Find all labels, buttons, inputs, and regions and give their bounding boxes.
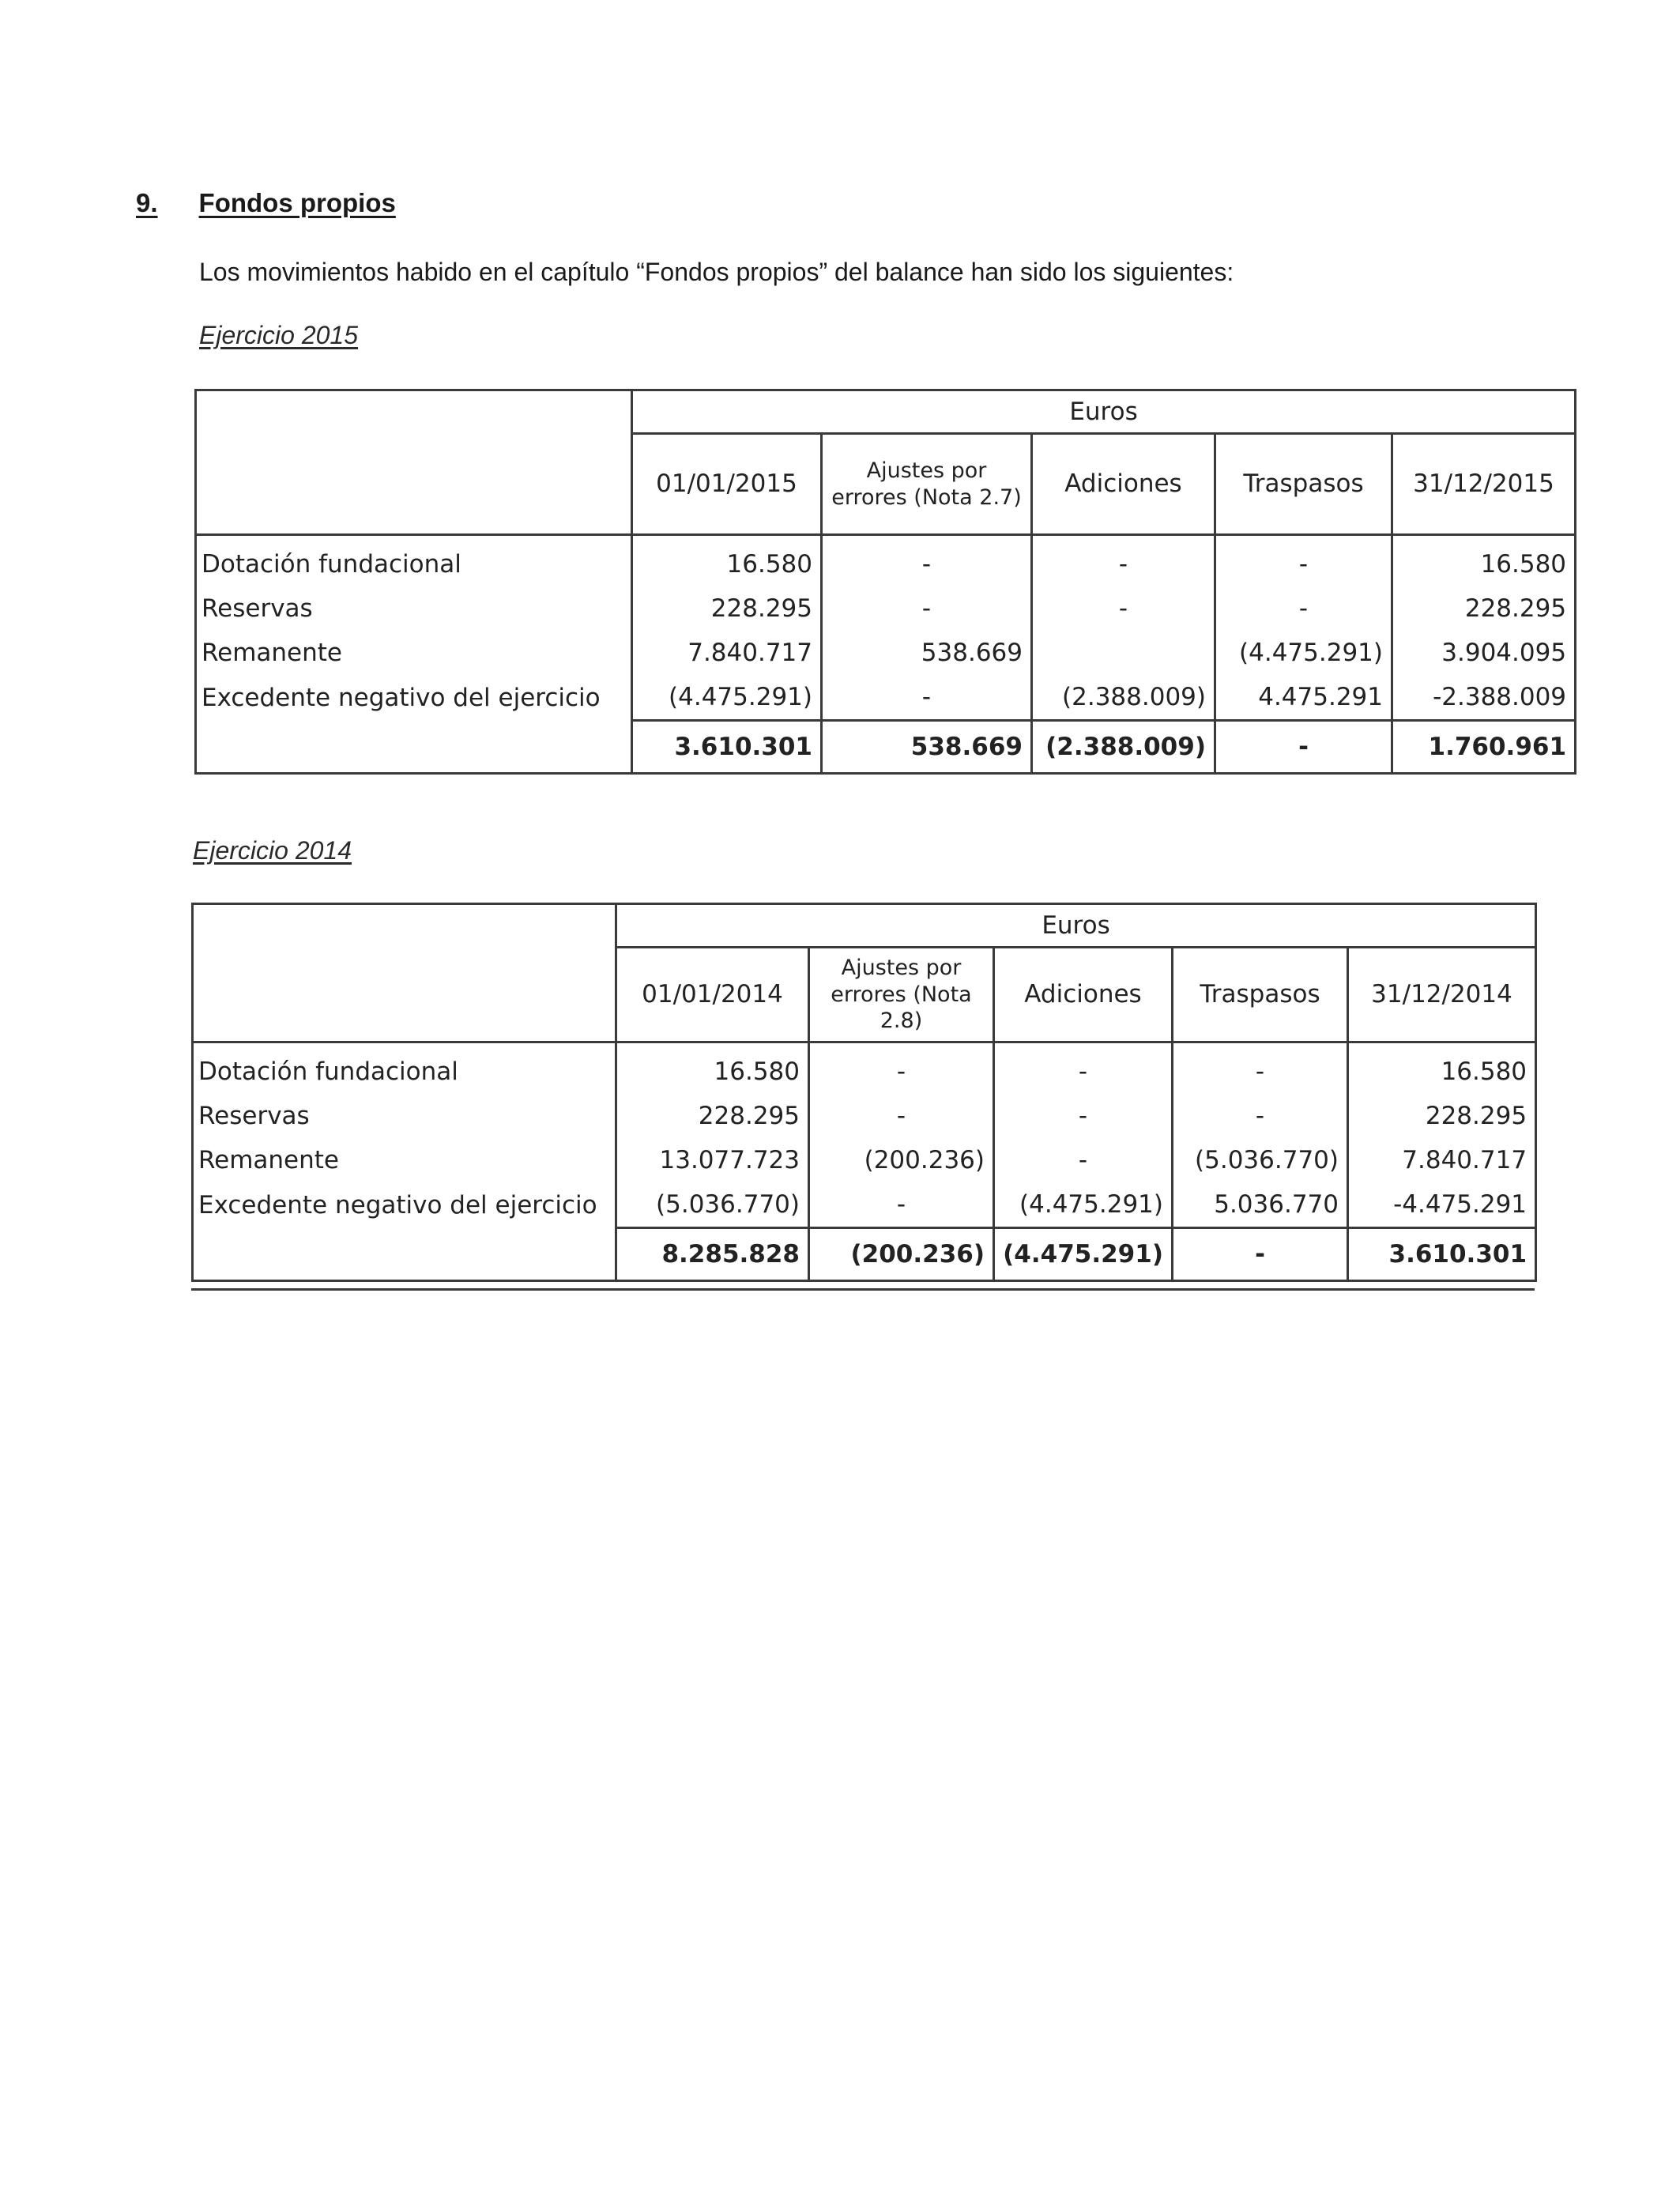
double-rule — [191, 1288, 1535, 1291]
cell-opening: 7.840.717 — [632, 631, 822, 675]
cell-transfers: - — [1215, 586, 1392, 631]
cell-closing: -4.475.291 — [1348, 1182, 1536, 1228]
cell-transfers: 4.475.291 — [1215, 675, 1392, 721]
total-adjustments: (200.236) — [809, 1228, 994, 1281]
totals-label-blank — [196, 721, 632, 774]
table-row — [193, 1138, 1536, 1182]
total-transfers: - — [1215, 721, 1392, 774]
cell-adjustments: (200.236) — [809, 1138, 994, 1182]
table-2015 — [194, 389, 1574, 771]
cell-adjustments: - — [809, 1042, 994, 1095]
col-header-opening: 01/01/2015 — [632, 434, 822, 535]
col-header-additions: Adiciones — [1032, 434, 1215, 535]
cell-opening: 13.077.723 — [616, 1138, 809, 1182]
cell-adjustments: - — [809, 1182, 994, 1228]
cell-additions: - — [1032, 535, 1215, 587]
totals-label-blank — [193, 1228, 616, 1281]
row-label: Reservas — [193, 1094, 616, 1138]
cell-additions — [1032, 631, 1215, 675]
col-header-transfers: Traspasos — [1173, 948, 1348, 1042]
cell-additions: - — [994, 1138, 1173, 1182]
cell-closing: 16.580 — [1348, 1042, 1536, 1095]
group-header-euros: Euros — [616, 904, 1536, 948]
cell-adjustments: - — [822, 586, 1032, 631]
cell-opening: 16.580 — [632, 535, 822, 587]
cell-transfers: 5.036.770 — [1173, 1182, 1348, 1228]
section-title: Fondos propios — [198, 188, 396, 217]
col-header-transfers: Traspasos — [1215, 434, 1392, 535]
cell-transfers: (4.475.291) — [1215, 631, 1392, 675]
cell-adjustments: 538.669 — [822, 631, 1032, 675]
subtitle-2015: Ejercicio 2015 — [199, 321, 358, 349]
table-row — [196, 631, 1576, 675]
col-header-additions: Adiciones — [994, 948, 1173, 1042]
row-label: Dotación fundacional — [196, 535, 632, 587]
section-heading — [136, 188, 396, 218]
total-adjustments: 538.669 — [822, 721, 1032, 774]
table-2014 — [191, 903, 1535, 1282]
cell-opening: 228.295 — [616, 1094, 809, 1138]
total-transfers: - — [1173, 1228, 1348, 1281]
cell-additions: - — [1032, 586, 1215, 631]
cell-closing: -2.388.009 — [1392, 675, 1576, 721]
cell-transfers: (5.036.770) — [1173, 1138, 1348, 1182]
cell-closing: 228.295 — [1348, 1094, 1536, 1138]
cell-adjustments: - — [822, 535, 1032, 587]
equity-movements-table-2015 — [194, 389, 1576, 775]
cell-opening: 228.295 — [632, 586, 822, 631]
col-header-opening: 01/01/2014 — [616, 948, 809, 1042]
total-opening: 8.285.828 — [616, 1228, 809, 1281]
intro-paragraph: Los movimientos habido en el capítulo “Fondos propios” del balance han sido los siguientes: — [199, 258, 1234, 286]
cell-closing: 16.580 — [1392, 535, 1576, 587]
total-additions: (4.475.291) — [994, 1228, 1173, 1281]
totals-row — [193, 1228, 1536, 1281]
header-blank-cell — [193, 904, 616, 1042]
cell-adjustments: - — [822, 675, 1032, 721]
col-header-adjustments: Ajustes por errores (Nota 2.8) — [809, 948, 994, 1042]
cell-additions: (2.388.009) — [1032, 675, 1215, 721]
table-row — [193, 1094, 1536, 1138]
col-header-closing: 31/12/2014 — [1348, 948, 1536, 1042]
cell-closing: 3.904.095 — [1392, 631, 1576, 675]
cell-adjustments: - — [809, 1094, 994, 1138]
total-additions: (2.388.009) — [1032, 721, 1215, 774]
subtitle-2014: Ejercicio 2014 — [193, 836, 352, 865]
table-row — [193, 1042, 1536, 1095]
row-label: Excedente negativo del ejercicio — [196, 675, 632, 721]
section-number: 9. — [136, 188, 158, 217]
cell-transfers: - — [1215, 535, 1392, 587]
total-opening: 3.610.301 — [632, 721, 822, 774]
cell-additions: (4.475.291) — [994, 1182, 1173, 1228]
totals-row — [196, 721, 1576, 774]
table-row — [196, 675, 1576, 721]
header-blank-cell — [196, 390, 632, 535]
col-header-adjustments: Ajustes por errores (Nota 2.7) — [822, 434, 1032, 535]
cell-closing: 228.295 — [1392, 586, 1576, 631]
cell-closing: 7.840.717 — [1348, 1138, 1536, 1182]
row-label: Remanente — [193, 1138, 616, 1182]
row-label: Remanente — [196, 631, 632, 675]
col-header-closing: 31/12/2015 — [1392, 434, 1576, 535]
cell-transfers: - — [1173, 1094, 1348, 1138]
group-header-euros: Euros — [632, 390, 1576, 434]
equity-movements-table-2014 — [191, 903, 1537, 1282]
row-label: Excedente negativo del ejercicio — [193, 1182, 616, 1228]
row-label: Reservas — [196, 586, 632, 631]
cell-additions: - — [994, 1042, 1173, 1095]
table-row — [196, 535, 1576, 587]
cell-transfers: - — [1173, 1042, 1348, 1095]
total-closing: 1.760.961 — [1392, 721, 1576, 774]
total-closing: 3.610.301 — [1348, 1228, 1536, 1281]
cell-opening: 16.580 — [616, 1042, 809, 1095]
cell-opening: (5.036.770) — [616, 1182, 809, 1228]
table-row — [196, 586, 1576, 631]
cell-additions: - — [994, 1094, 1173, 1138]
cell-opening: (4.475.291) — [632, 675, 822, 721]
table-row — [193, 1182, 1536, 1228]
row-label: Dotación fundacional — [193, 1042, 616, 1095]
